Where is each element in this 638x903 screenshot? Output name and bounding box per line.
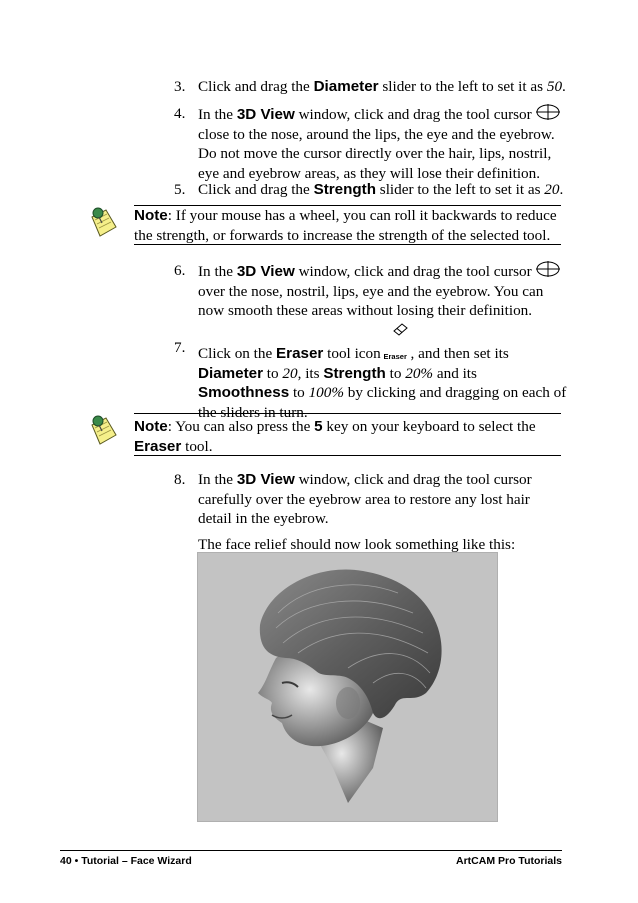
note-pushpin-icon (86, 205, 120, 239)
step-text: Click and drag the (198, 181, 314, 198)
step-number: 4. (174, 105, 186, 122)
note-text: key on your keyboard to select the (322, 418, 536, 435)
note-label: Note (134, 418, 168, 435)
circle-cursor-icon (535, 104, 561, 122)
step-6 (174, 261, 574, 321)
step-text: , its (297, 364, 324, 382)
step-text: In the (198, 263, 237, 280)
eraser-term: Eraser (134, 437, 182, 455)
footer-right: ArtCAM Pro Tutorials (456, 855, 562, 867)
step-text: window, click and drag the tool cursor (294, 106, 532, 123)
step-text: tool icon (323, 345, 385, 362)
step-text: window, click and drag the tool cursor (294, 263, 532, 280)
note-rule-bottom (134, 455, 561, 456)
note-text: tool. (181, 437, 213, 455)
value: 20 (544, 181, 560, 198)
strength-term: Strength (323, 364, 386, 382)
step-text: close to the nose, around the lips, the eye and the eyebrow. (198, 125, 555, 143)
step-text: slider to the left to set it as (378, 78, 547, 95)
step-number: 8. (174, 471, 186, 488)
step-number: 7. (174, 339, 186, 356)
step-7 (174, 338, 584, 422)
note-1 (134, 206, 561, 245)
step-text: and its (433, 364, 477, 382)
face-relief-image (197, 552, 498, 822)
step-text: Click on the (198, 345, 277, 362)
step-text: In the (198, 106, 237, 123)
step-text: the sliders in turn. (198, 403, 308, 421)
circle-cursor-icon (535, 261, 561, 279)
step-text: slider to the left to set it as (376, 181, 545, 198)
note-pushpin-icon (86, 413, 120, 447)
step-text: The face relief should now look something like this: (198, 535, 516, 553)
punct: . (562, 78, 566, 95)
step-text: Do not move the cursor directly over the hair, lips, nostril, (198, 145, 552, 162)
value: 50 (546, 78, 563, 95)
step-text: In the (198, 471, 237, 488)
note-text: : You can also press the (167, 418, 315, 435)
step-number: 3. (174, 78, 186, 95)
footer-rule (60, 850, 562, 851)
face-relief-render (198, 553, 498, 822)
step-3 (174, 77, 574, 97)
step-text: carefully over the eyebrow area to restore any lost hair (198, 490, 530, 508)
note-rule-top (134, 413, 561, 414)
step-text: , and then set its (410, 345, 509, 362)
step-8 (174, 470, 574, 554)
step-number: 6. (174, 262, 186, 279)
note-rule-bottom (134, 244, 561, 245)
value: 20% (405, 364, 434, 382)
diameter-term: Diameter (313, 78, 379, 95)
step-number: 5. (174, 181, 186, 198)
note-text: : If your mouse has a wheel, you can roll it backwards to reduce (167, 207, 557, 224)
eraser-icon-label: Eraser (383, 352, 407, 361)
note-text: the strength, or forwards to increase the strength of the selected tool. (134, 226, 551, 244)
step-text: window, click and drag the tool cursor (294, 471, 532, 488)
3d-view-term: 3D View (236, 106, 295, 123)
note-2 (134, 417, 561, 456)
step-text: by clicking and dragging on each of (344, 384, 567, 401)
step-text: to (289, 384, 309, 401)
diameter-term: Diameter (198, 364, 263, 382)
eraser-icon (383, 338, 411, 361)
step-text: detail in the eyebrow. (198, 510, 329, 527)
step-4 (174, 104, 574, 183)
footer-left: 40 • Tutorial – Face Wizard (60, 855, 192, 867)
step-text: now smooth these areas without losing their definition. (198, 302, 533, 319)
step-5 (174, 180, 574, 200)
step-text: to (263, 364, 283, 382)
3d-view-term: 3D View (236, 471, 295, 488)
value: 20 (282, 364, 298, 382)
strength-term: Strength (313, 181, 376, 198)
smoothness-term: Smoothness (198, 384, 290, 401)
note-label: Note (134, 207, 168, 224)
step-text: Click and drag the (198, 78, 314, 95)
step-text: eye and eyebrow areas, as they will lose their definition. (198, 164, 541, 182)
punct: . (559, 181, 564, 198)
eraser-term: Eraser (276, 345, 324, 362)
step-text: to (385, 364, 406, 382)
value: 100% (308, 384, 344, 401)
3d-view-term: 3D View (236, 263, 295, 280)
step-text: over the nose, nostril, lips, eye and the eyebrow. You can (198, 282, 544, 300)
key-5: 5 (314, 418, 323, 435)
